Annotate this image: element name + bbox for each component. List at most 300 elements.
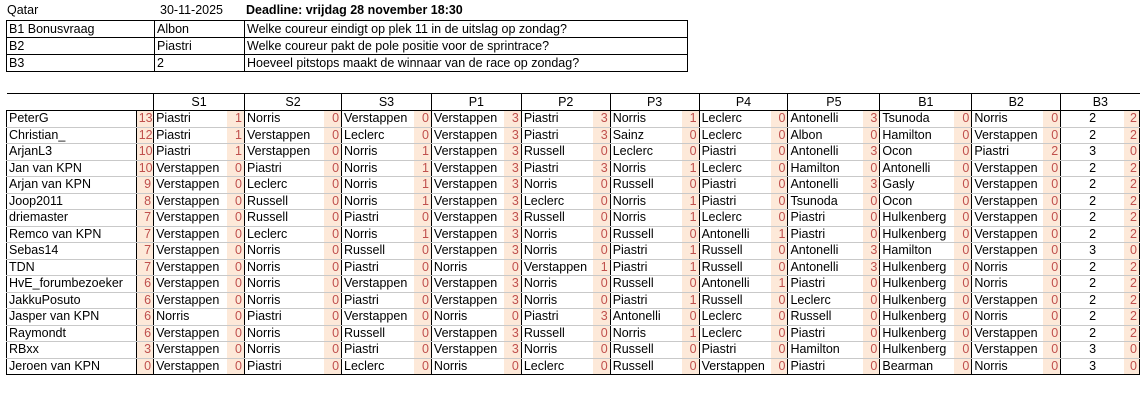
points-s2[interactable]: 0 — [324, 259, 341, 276]
points-p2[interactable]: 3 — [593, 160, 610, 177]
pick-b3[interactable]: 2 — [1061, 309, 1124, 326]
total-points[interactable]: 3 — [136, 342, 153, 359]
points-p3[interactable]: 1 — [682, 160, 699, 177]
pick-p4[interactable]: Piastri — [699, 193, 771, 210]
pick-s3[interactable]: Leclerc — [342, 127, 415, 144]
points-b1[interactable]: 0 — [954, 292, 971, 309]
pick-s1[interactable]: Verstappen — [154, 226, 228, 243]
pick-s1[interactable]: Verstappen — [154, 193, 228, 210]
points-b1[interactable]: 0 — [954, 276, 971, 293]
points-s2[interactable]: 0 — [324, 292, 341, 309]
pick-s1[interactable]: Norris — [154, 309, 228, 326]
pick-p4[interactable]: Leclerc — [699, 309, 771, 326]
points-b1[interactable]: 0 — [954, 160, 971, 177]
points-b3[interactable]: 2 — [1124, 276, 1139, 293]
player-name[interactable]: Sebas14 — [7, 243, 137, 260]
points-p3[interactable]: 1 — [682, 111, 699, 128]
points-b2[interactable]: 0 — [1043, 259, 1060, 276]
points-s2[interactable]: 0 — [324, 144, 341, 161]
pick-b1[interactable]: Hamilton — [880, 243, 955, 260]
player-name[interactable]: Remco van KPN — [7, 226, 137, 243]
pick-b3[interactable]: 2 — [1061, 276, 1124, 293]
points-p3[interactable]: 1 — [682, 193, 699, 210]
points-p1[interactable]: 3 — [504, 144, 521, 161]
player-name[interactable]: Jeroen van KPN — [7, 358, 137, 375]
pick-s3[interactable]: Norris — [342, 144, 415, 161]
pick-b3[interactable]: 3 — [1061, 342, 1124, 359]
pick-b2[interactable]: Norris — [972, 309, 1044, 326]
points-b1[interactable]: 0 — [954, 259, 971, 276]
points-s3[interactable]: 0 — [414, 243, 431, 260]
points-s2[interactable]: 0 — [324, 193, 341, 210]
points-b1[interactable]: 0 — [954, 226, 971, 243]
points-p1[interactable]: 3 — [504, 127, 521, 144]
points-p1[interactable]: 3 — [504, 325, 521, 342]
pick-b3[interactable]: 2 — [1061, 325, 1124, 342]
pick-p3[interactable]: Norris — [610, 210, 682, 227]
points-s3[interactable]: 0 — [414, 325, 431, 342]
points-b2[interactable]: 0 — [1043, 325, 1060, 342]
points-p4[interactable]: 1 — [771, 276, 788, 293]
points-p5[interactable]: 0 — [863, 276, 880, 293]
pick-p3[interactable]: Sainz — [610, 127, 682, 144]
points-p2[interactable]: 0 — [593, 276, 610, 293]
points-s2[interactable]: 0 — [324, 358, 341, 375]
pick-p3[interactable]: Norris — [610, 111, 682, 128]
pick-p5[interactable]: Hamilton — [788, 160, 863, 177]
points-s1[interactable]: 0 — [227, 160, 244, 177]
pick-s2[interactable]: Norris — [244, 342, 324, 359]
points-p2[interactable]: 0 — [593, 226, 610, 243]
points-p2[interactable]: 0 — [593, 243, 610, 260]
pick-p3[interactable]: Piastri — [610, 243, 682, 260]
pick-p5[interactable]: Piastri — [788, 325, 863, 342]
points-p1[interactable]: 0 — [504, 358, 521, 375]
points-p3[interactable]: 0 — [682, 144, 699, 161]
points-p4[interactable]: 0 — [771, 111, 788, 128]
pick-p2[interactable]: Norris — [521, 243, 593, 260]
pick-p1[interactable]: Verstappen — [431, 210, 504, 227]
total-points[interactable]: 10 — [136, 144, 153, 161]
points-s3[interactable]: 1 — [414, 160, 431, 177]
points-s2[interactable]: 0 — [324, 226, 341, 243]
pick-p5[interactable]: Antonelli — [788, 177, 863, 194]
points-p4[interactable]: 0 — [771, 259, 788, 276]
pick-b3[interactable]: 2 — [1061, 259, 1124, 276]
points-p3[interactable]: 0 — [682, 309, 699, 326]
pick-s3[interactable]: Piastri — [342, 342, 415, 359]
points-p5[interactable]: 3 — [863, 243, 880, 260]
points-s3[interactable]: 0 — [414, 127, 431, 144]
points-s1[interactable]: 0 — [227, 210, 244, 227]
points-s1[interactable]: 1 — [227, 127, 244, 144]
points-p5[interactable]: 0 — [863, 342, 880, 359]
pick-p3[interactable]: Leclerc — [610, 144, 682, 161]
player-name[interactable]: Joop2011 — [7, 193, 137, 210]
pick-s3[interactable]: Verstappen — [342, 309, 415, 326]
points-b2[interactable]: 2 — [1043, 144, 1060, 161]
total-points[interactable]: 8 — [136, 193, 153, 210]
pick-s1[interactable]: Verstappen — [154, 342, 228, 359]
pick-b3[interactable]: 2 — [1061, 226, 1124, 243]
pick-s2[interactable]: Piastri — [244, 309, 324, 326]
pick-b3[interactable]: 2 — [1061, 210, 1124, 227]
points-p2[interactable]: 0 — [593, 325, 610, 342]
pick-s3[interactable]: Norris — [342, 177, 415, 194]
points-s1[interactable]: 0 — [227, 177, 244, 194]
pick-s1[interactable]: Verstappen — [154, 276, 228, 293]
pick-b2[interactable]: Verstappen — [972, 210, 1044, 227]
pick-b2[interactable]: Norris — [972, 259, 1044, 276]
points-b3[interactable]: 0 — [1124, 243, 1139, 260]
pick-s2[interactable]: Verstappen — [244, 127, 324, 144]
points-b2[interactable]: 0 — [1043, 243, 1060, 260]
player-name[interactable]: HvE_forumbezoeker — [7, 276, 137, 293]
pick-b1[interactable]: Ocon — [880, 193, 955, 210]
pick-s3[interactable]: Verstappen — [342, 276, 415, 293]
pick-s1[interactable]: Verstappen — [154, 325, 228, 342]
points-b3[interactable]: 2 — [1124, 309, 1139, 326]
points-s2[interactable]: 0 — [324, 210, 341, 227]
player-name[interactable]: driemaster — [7, 210, 137, 227]
points-p3[interactable]: 1 — [682, 292, 699, 309]
points-p5[interactable]: 0 — [863, 292, 880, 309]
pick-p4[interactable]: Piastri — [699, 144, 771, 161]
points-b1[interactable]: 0 — [954, 210, 971, 227]
points-s2[interactable]: 0 — [324, 325, 341, 342]
pick-b1[interactable]: Hulkenberg — [880, 210, 955, 227]
points-s1[interactable]: 0 — [227, 193, 244, 210]
pick-b1[interactable]: Ocon — [880, 144, 955, 161]
pick-s1[interactable]: Piastri — [154, 144, 228, 161]
pick-p1[interactable]: Verstappen — [431, 160, 504, 177]
points-s1[interactable]: 0 — [227, 259, 244, 276]
points-s3[interactable]: 0 — [414, 111, 431, 128]
pick-s3[interactable]: Norris — [342, 160, 415, 177]
points-s2[interactable]: 0 — [324, 342, 341, 359]
pick-p3[interactable]: Antonelli — [610, 309, 682, 326]
points-b3[interactable]: 2 — [1124, 160, 1139, 177]
pick-b2[interactable]: Norris — [972, 358, 1044, 375]
pick-b3[interactable]: 2 — [1061, 292, 1124, 309]
pick-p3[interactable]: Norris — [610, 160, 682, 177]
pick-b1[interactable]: Hulkenberg — [880, 259, 955, 276]
pick-p5[interactable]: Antonelli — [788, 144, 863, 161]
points-s3[interactable]: 0 — [414, 259, 431, 276]
pick-p1[interactable]: Verstappen — [431, 177, 504, 194]
pick-b1[interactable]: Tsunoda — [880, 111, 955, 128]
player-name[interactable]: Arjan van KPN — [7, 177, 137, 194]
pick-s2[interactable]: Leclerc — [244, 226, 324, 243]
pick-p1[interactable]: Verstappen — [431, 276, 504, 293]
points-s2[interactable]: 0 — [324, 309, 341, 326]
pick-b3[interactable]: 3 — [1061, 144, 1124, 161]
pick-p4[interactable]: Piastri — [699, 342, 771, 359]
points-p4[interactable]: 0 — [771, 160, 788, 177]
points-b3[interactable]: 2 — [1124, 210, 1139, 227]
pick-s1[interactable]: Verstappen — [154, 210, 228, 227]
pick-p5[interactable]: Antonelli — [788, 243, 863, 260]
player-name[interactable]: Jasper van KPN — [7, 309, 137, 326]
points-b2[interactable]: 0 — [1043, 193, 1060, 210]
pick-s2[interactable]: Norris — [244, 259, 324, 276]
points-b1[interactable]: 0 — [954, 342, 971, 359]
player-name[interactable]: PeterG — [7, 111, 137, 128]
pick-b1[interactable]: Gasly — [880, 177, 955, 194]
pick-b2[interactable]: Verstappen — [972, 342, 1044, 359]
points-p2[interactable]: 0 — [593, 193, 610, 210]
bonus-answer[interactable]: 2 — [155, 55, 245, 72]
points-b3[interactable]: 2 — [1124, 259, 1139, 276]
points-b3[interactable]: 0 — [1124, 358, 1139, 375]
pick-p2[interactable]: Norris — [521, 292, 593, 309]
points-p1[interactable]: 3 — [504, 226, 521, 243]
pick-s1[interactable]: Verstappen — [154, 292, 228, 309]
pick-p3[interactable]: Russell — [610, 226, 682, 243]
pick-p1[interactable]: Verstappen — [431, 127, 504, 144]
pick-p2[interactable]: Russell — [521, 210, 593, 227]
points-p2[interactable]: 3 — [593, 111, 610, 128]
points-s1[interactable]: 0 — [227, 309, 244, 326]
points-p1[interactable]: 3 — [504, 193, 521, 210]
points-b2[interactable]: 0 — [1043, 210, 1060, 227]
points-s1[interactable]: 0 — [227, 358, 244, 375]
points-p3[interactable]: 0 — [682, 342, 699, 359]
pick-b1[interactable]: Hulkenberg — [880, 226, 955, 243]
points-p2[interactable]: 3 — [593, 127, 610, 144]
points-p1[interactable]: 0 — [504, 259, 521, 276]
points-p2[interactable]: 0 — [593, 292, 610, 309]
pick-p1[interactable]: Verstappen — [431, 144, 504, 161]
pick-p5[interactable]: Hamilton — [788, 342, 863, 359]
points-p5[interactable]: 0 — [863, 358, 880, 375]
points-b3[interactable]: 2 — [1124, 226, 1139, 243]
bonus-code[interactable]: B3 — [7, 55, 155, 72]
points-p5[interactable]: 0 — [863, 210, 880, 227]
pick-p2[interactable]: Piastri — [521, 127, 593, 144]
pick-b3[interactable]: 2 — [1061, 127, 1124, 144]
points-p4[interactable]: 0 — [771, 177, 788, 194]
points-s1[interactable]: 1 — [227, 144, 244, 161]
pick-s2[interactable]: Russell — [244, 210, 324, 227]
pick-b1[interactable]: Hamilton — [880, 127, 955, 144]
points-b1[interactable]: 0 — [954, 127, 971, 144]
pick-p4[interactable]: Leclerc — [699, 127, 771, 144]
pick-p1[interactable]: Norris — [431, 309, 504, 326]
pick-p3[interactable]: Russell — [610, 342, 682, 359]
points-p3[interactable]: 1 — [682, 259, 699, 276]
points-s1[interactable]: 0 — [227, 292, 244, 309]
pick-p2[interactable]: Russell — [521, 325, 593, 342]
points-b2[interactable]: 0 — [1043, 111, 1060, 128]
points-s2[interactable]: 0 — [324, 177, 341, 194]
pick-p2[interactable]: Leclerc — [521, 358, 593, 375]
total-points[interactable]: 6 — [136, 292, 153, 309]
pick-s2[interactable]: Norris — [244, 276, 324, 293]
points-p4[interactable]: 0 — [771, 243, 788, 260]
pick-s2[interactable]: Verstappen — [244, 144, 324, 161]
points-s2[interactable]: 0 — [324, 127, 341, 144]
bonus-code[interactable]: B1 Bonusvraag — [7, 21, 155, 38]
points-b3[interactable]: 2 — [1124, 193, 1139, 210]
player-name[interactable]: RBxx — [7, 342, 137, 359]
points-s3[interactable]: 0 — [414, 342, 431, 359]
bonus-question[interactable]: Welke coureur pakt de pole positie voor de sprintrace? — [245, 38, 688, 55]
pick-p4[interactable]: Antonelli — [699, 226, 771, 243]
points-s3[interactable]: 1 — [414, 226, 431, 243]
points-p4[interactable]: 0 — [771, 342, 788, 359]
total-points[interactable]: 7 — [136, 210, 153, 227]
pick-s2[interactable]: Russell — [244, 193, 324, 210]
total-points[interactable]: 13 — [136, 111, 153, 128]
points-b1[interactable]: 0 — [954, 309, 971, 326]
points-s3[interactable]: 0 — [414, 309, 431, 326]
pick-b1[interactable]: Hulkenberg — [880, 276, 955, 293]
points-b3[interactable]: 2 — [1124, 292, 1139, 309]
pick-p4[interactable]: Piastri — [699, 177, 771, 194]
pick-s2[interactable]: Norris — [244, 111, 324, 128]
points-b3[interactable]: 2 — [1124, 111, 1139, 128]
pick-b1[interactable]: Hulkenberg — [880, 325, 955, 342]
total-points[interactable]: 9 — [136, 177, 153, 194]
pick-s2[interactable]: Norris — [244, 292, 324, 309]
pick-p5[interactable]: Tsunoda — [788, 193, 863, 210]
pick-p5[interactable]: Piastri — [788, 226, 863, 243]
points-s1[interactable]: 1 — [227, 111, 244, 128]
pick-p4[interactable]: Russell — [699, 243, 771, 260]
pick-p1[interactable]: Norris — [431, 259, 504, 276]
pick-p2[interactable]: Norris — [521, 177, 593, 194]
pick-b3[interactable]: 2 — [1061, 193, 1124, 210]
points-b3[interactable]: 2 — [1124, 325, 1139, 342]
pick-p4[interactable]: Leclerc — [699, 160, 771, 177]
points-p1[interactable]: 3 — [504, 276, 521, 293]
points-p2[interactable]: 0 — [593, 177, 610, 194]
points-s3[interactable]: 0 — [414, 276, 431, 293]
pick-s2[interactable]: Norris — [244, 325, 324, 342]
pick-p4[interactable]: Leclerc — [699, 325, 771, 342]
pick-p3[interactable]: Russell — [610, 276, 682, 293]
pick-s3[interactable]: Norris — [342, 226, 415, 243]
pick-p4[interactable]: Leclerc — [699, 111, 771, 128]
pick-p4[interactable]: Antonelli — [699, 276, 771, 293]
player-name[interactable]: JakkuPosuto — [7, 292, 137, 309]
points-s2[interactable]: 0 — [324, 111, 341, 128]
pick-s1[interactable]: Verstappen — [154, 259, 228, 276]
points-s3[interactable]: 0 — [414, 292, 431, 309]
pick-b1[interactable]: Hulkenberg — [880, 309, 955, 326]
points-p3[interactable]: 1 — [682, 243, 699, 260]
pick-p3[interactable]: Piastri — [610, 292, 682, 309]
pick-p4[interactable]: Russell — [699, 292, 771, 309]
points-p1[interactable]: 3 — [504, 177, 521, 194]
pick-p5[interactable]: Piastri — [788, 210, 863, 227]
pick-s1[interactable]: Verstappen — [154, 358, 228, 375]
bonus-answer[interactable]: Piastri — [155, 38, 245, 55]
points-p4[interactable]: 0 — [771, 325, 788, 342]
points-p3[interactable]: 0 — [682, 358, 699, 375]
pick-p5[interactable]: Piastri — [788, 276, 863, 293]
points-p2[interactable]: 0 — [593, 358, 610, 375]
points-b2[interactable]: 0 — [1043, 292, 1060, 309]
pick-p2[interactable]: Leclerc — [521, 193, 593, 210]
pick-p3[interactable]: Piastri — [610, 259, 682, 276]
pick-p2[interactable]: Piastri — [521, 111, 593, 128]
pick-p4[interactable]: Russell — [699, 259, 771, 276]
points-s3[interactable]: 1 — [414, 193, 431, 210]
pick-p5[interactable]: Piastri — [788, 358, 863, 375]
points-p4[interactable]: 1 — [771, 226, 788, 243]
pick-b2[interactable]: Verstappen — [972, 292, 1044, 309]
points-p3[interactable]: 1 — [682, 325, 699, 342]
total-points[interactable]: 6 — [136, 276, 153, 293]
points-p1[interactable]: 3 — [504, 342, 521, 359]
pick-b2[interactable]: Verstappen — [972, 177, 1044, 194]
total-points[interactable]: 7 — [136, 259, 153, 276]
pick-b3[interactable]: 3 — [1061, 243, 1124, 260]
points-p1[interactable]: 3 — [504, 210, 521, 227]
points-p1[interactable]: 3 — [504, 292, 521, 309]
points-p5[interactable]: 3 — [863, 144, 880, 161]
pick-b2[interactable]: Verstappen — [972, 193, 1044, 210]
points-p5[interactable]: 0 — [863, 309, 880, 326]
points-p3[interactable]: 0 — [682, 127, 699, 144]
pick-s2[interactable]: Piastri — [244, 160, 324, 177]
points-b2[interactable]: 0 — [1043, 177, 1060, 194]
points-b2[interactable]: 0 — [1043, 127, 1060, 144]
pick-s3[interactable]: Piastri — [342, 259, 415, 276]
pick-p1[interactable]: Verstappen — [431, 193, 504, 210]
points-p3[interactable]: 1 — [682, 210, 699, 227]
points-p2[interactable]: 0 — [593, 342, 610, 359]
points-s1[interactable]: 0 — [227, 243, 244, 260]
total-points[interactable]: 12 — [136, 127, 153, 144]
points-b2[interactable]: 0 — [1043, 276, 1060, 293]
points-p1[interactable]: 3 — [504, 111, 521, 128]
pick-b1[interactable]: Antonelli — [880, 160, 955, 177]
pick-p2[interactable]: Piastri — [521, 160, 593, 177]
total-points[interactable]: 7 — [136, 226, 153, 243]
pick-s1[interactable]: Piastri — [154, 111, 228, 128]
pick-b3[interactable]: 2 — [1061, 160, 1124, 177]
pick-b2[interactable]: Piastri — [972, 144, 1044, 161]
player-name[interactable]: Jan van KPN — [7, 160, 137, 177]
pick-s1[interactable]: Verstappen — [154, 177, 228, 194]
total-points[interactable]: 10 — [136, 160, 153, 177]
pick-p1[interactable]: Verstappen — [431, 243, 504, 260]
pick-p2[interactable]: Norris — [521, 276, 593, 293]
points-s3[interactable]: 0 — [414, 358, 431, 375]
points-s3[interactable]: 0 — [414, 210, 431, 227]
pick-p1[interactable]: Verstappen — [431, 292, 504, 309]
points-p5[interactable]: 0 — [863, 193, 880, 210]
points-p4[interactable]: 0 — [771, 358, 788, 375]
pick-p2[interactable]: Verstappen — [521, 259, 593, 276]
pick-p1[interactable]: Verstappen — [431, 342, 504, 359]
pick-s1[interactable]: Verstappen — [154, 243, 228, 260]
pick-p5[interactable]: Albon — [788, 127, 863, 144]
points-b3[interactable]: 2 — [1124, 127, 1139, 144]
points-s1[interactable]: 0 — [227, 325, 244, 342]
pick-b2[interactable]: Norris — [972, 111, 1044, 128]
pick-p2[interactable]: Norris — [521, 342, 593, 359]
total-points[interactable]: 0 — [136, 358, 153, 375]
pick-s3[interactable]: Leclerc — [342, 358, 415, 375]
pick-s1[interactable]: Verstappen — [154, 160, 228, 177]
pick-p1[interactable]: Norris — [431, 358, 504, 375]
pick-b2[interactable]: Verstappen — [972, 325, 1044, 342]
total-points[interactable]: 6 — [136, 309, 153, 326]
